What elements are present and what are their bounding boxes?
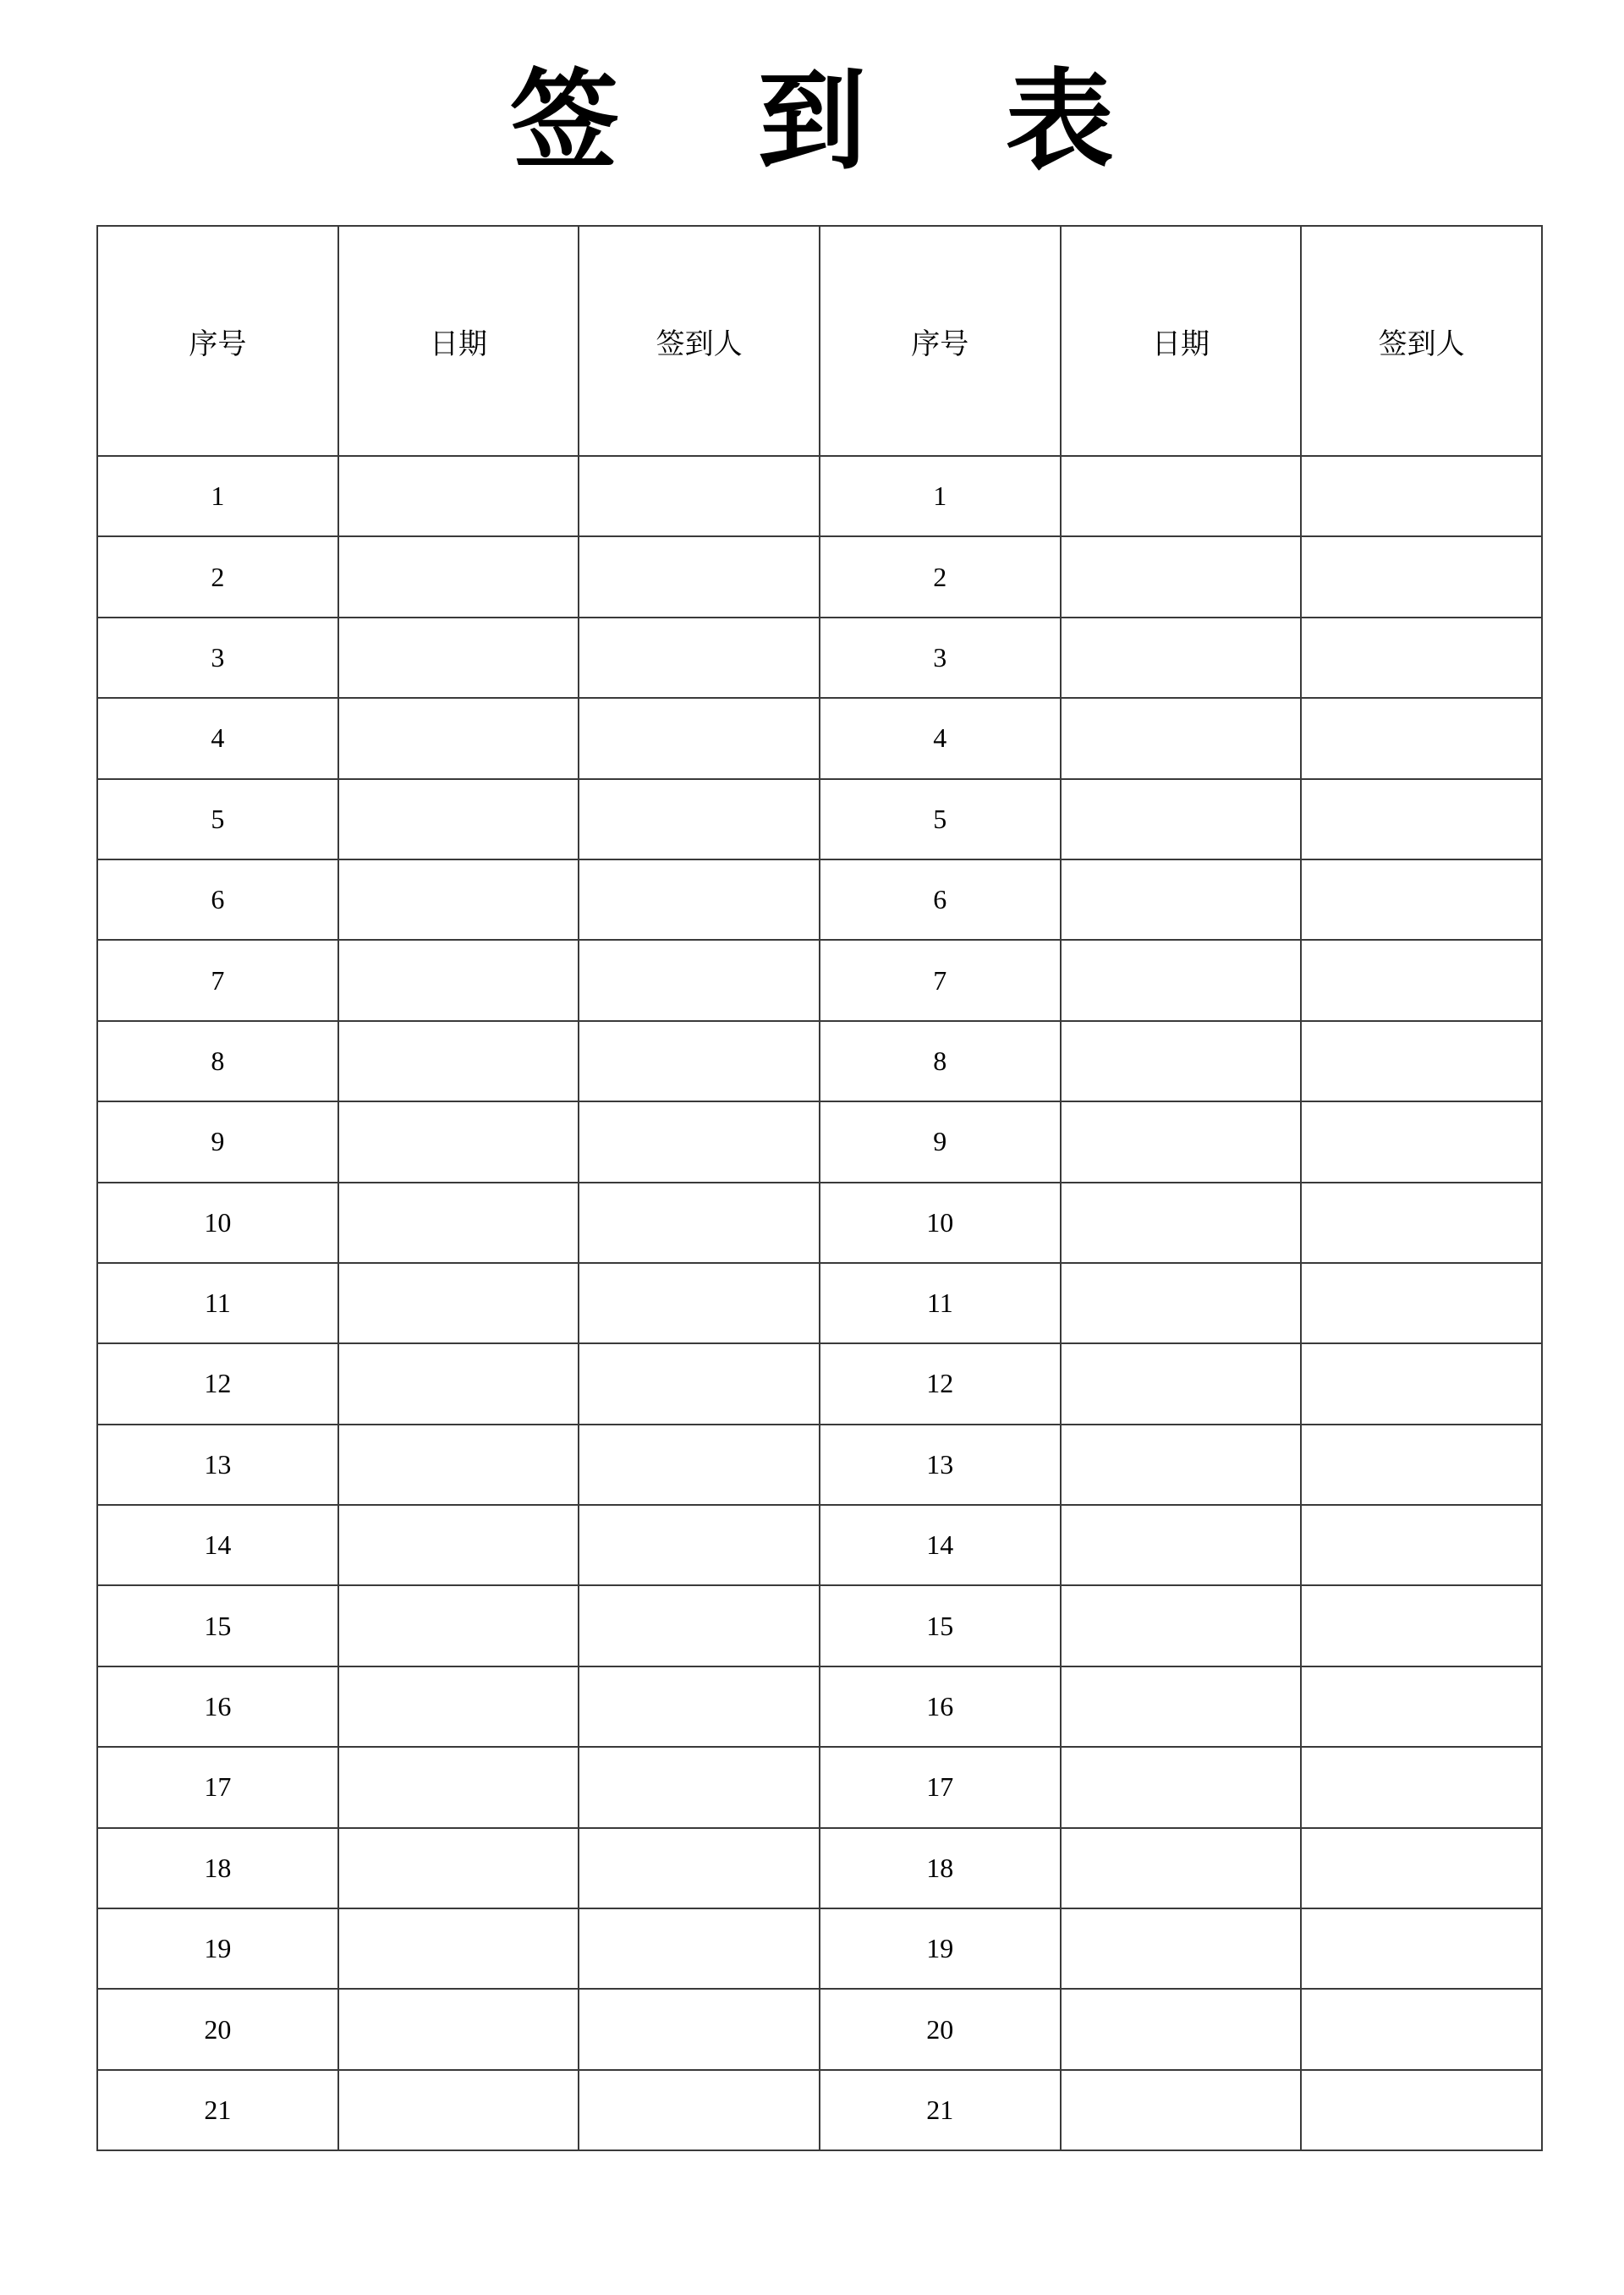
serial-cell-left: 18 — [97, 1828, 338, 1908]
serial-cell-right: 3 — [820, 618, 1061, 698]
signer-cell-left[interactable] — [579, 618, 820, 698]
date-cell-right[interactable] — [1061, 456, 1302, 536]
serial-cell-left: 20 — [97, 1989, 338, 2069]
table-row — [97, 1828, 1542, 1908]
serial-cell-right: 18 — [820, 1828, 1061, 1908]
date-cell-left[interactable] — [338, 1505, 579, 1585]
signer-cell-left[interactable] — [579, 1666, 820, 1747]
date-cell-left[interactable] — [338, 1101, 579, 1182]
signer-cell-left[interactable] — [579, 1101, 820, 1182]
serial-cell-left: 19 — [97, 1908, 338, 1989]
signer-cell-left[interactable] — [579, 2070, 820, 2150]
date-cell-right[interactable] — [1061, 618, 1302, 698]
serial-cell-right: 20 — [820, 1989, 1061, 2069]
date-cell-left[interactable] — [338, 1343, 579, 1424]
date-cell-right[interactable] — [1061, 1183, 1302, 1263]
table-row — [97, 2070, 1542, 2150]
signer-cell-right[interactable] — [1301, 1263, 1542, 1343]
date-cell-left[interactable] — [338, 2070, 579, 2150]
serial-cell-left: 2 — [97, 536, 338, 617]
signer-cell-right[interactable] — [1301, 2070, 1542, 2150]
header-date-left: 日期 — [338, 226, 579, 456]
signer-cell-right[interactable] — [1301, 536, 1542, 617]
date-cell-right[interactable] — [1061, 859, 1302, 940]
serial-cell-right: 11 — [820, 1263, 1061, 1343]
signer-cell-left[interactable] — [579, 1343, 820, 1424]
date-cell-left[interactable] — [338, 1747, 579, 1827]
signer-cell-right[interactable] — [1301, 1828, 1542, 1908]
serial-cell-right: 2 — [820, 536, 1061, 617]
serial-cell-left: 14 — [97, 1505, 338, 1585]
table-row — [97, 1425, 1542, 1505]
serial-cell-right: 17 — [820, 1747, 1061, 1827]
signer-cell-left[interactable] — [579, 1505, 820, 1585]
signer-cell-right[interactable] — [1301, 1908, 1542, 1989]
date-cell-right[interactable] — [1061, 2070, 1302, 2150]
serial-cell-right: 12 — [820, 1343, 1061, 1424]
serial-cell-left: 1 — [97, 456, 338, 536]
table-row — [97, 779, 1542, 859]
signer-cell-left[interactable] — [579, 779, 820, 859]
serial-cell-right: 21 — [820, 2070, 1061, 2150]
signer-cell-left[interactable] — [579, 1828, 820, 1908]
date-cell-left[interactable] — [338, 1908, 579, 1989]
serial-cell-left: 5 — [97, 779, 338, 859]
date-cell-left[interactable] — [338, 1021, 579, 1101]
date-cell-right[interactable] — [1061, 1666, 1302, 1747]
signer-cell-right[interactable] — [1301, 859, 1542, 940]
date-cell-left[interactable] — [338, 536, 579, 617]
header-date-right: 日期 — [1061, 226, 1302, 456]
table-row — [97, 1585, 1542, 1666]
sign-in-table — [96, 225, 1543, 2151]
serial-cell-right: 7 — [820, 940, 1061, 1020]
serial-cell-right: 15 — [820, 1585, 1061, 1666]
signer-cell-left[interactable] — [579, 456, 820, 536]
date-cell-right[interactable] — [1061, 779, 1302, 859]
table-header-row — [97, 226, 1542, 456]
signer-cell-right[interactable] — [1301, 1747, 1542, 1827]
page-title: 签 到 表 — [510, 58, 1165, 184]
signer-cell-left[interactable] — [579, 1263, 820, 1343]
signer-cell-left[interactable] — [579, 940, 820, 1020]
date-cell-right[interactable] — [1061, 1585, 1302, 1666]
serial-cell-right: 6 — [820, 859, 1061, 940]
signer-cell-right[interactable] — [1301, 1101, 1542, 1182]
signer-cell-right[interactable] — [1301, 1425, 1542, 1505]
table-row — [97, 456, 1542, 536]
header-signer-left: 签到人 — [579, 226, 820, 456]
date-cell-right[interactable] — [1061, 1343, 1302, 1424]
date-cell-right[interactable] — [1061, 1101, 1302, 1182]
date-cell-right[interactable] — [1061, 1505, 1302, 1585]
serial-cell-left: 16 — [97, 1666, 338, 1747]
table-row — [97, 1666, 1542, 1747]
signer-cell-right[interactable] — [1301, 940, 1542, 1020]
signer-cell-left[interactable] — [579, 1585, 820, 1666]
header-serial-right: 序号 — [820, 226, 1061, 456]
signer-cell-left[interactable] — [579, 1747, 820, 1827]
serial-cell-left: 3 — [97, 618, 338, 698]
serial-cell-left: 9 — [97, 1101, 338, 1182]
table-row — [97, 1183, 1542, 1263]
date-cell-right[interactable] — [1061, 1828, 1302, 1908]
serial-cell-right: 10 — [820, 1183, 1061, 1263]
serial-cell-right: 5 — [820, 779, 1061, 859]
signer-cell-right[interactable] — [1301, 1585, 1542, 1666]
table-row — [97, 618, 1542, 698]
table-row — [97, 1021, 1542, 1101]
table-row — [97, 536, 1542, 617]
date-cell-left[interactable] — [338, 698, 579, 778]
serial-cell-left: 7 — [97, 940, 338, 1020]
serial-cell-left: 21 — [97, 2070, 338, 2150]
signer-cell-left[interactable] — [579, 536, 820, 617]
date-cell-left[interactable] — [338, 1263, 579, 1343]
serial-cell-right: 16 — [820, 1666, 1061, 1747]
table-row — [97, 1263, 1542, 1343]
serial-cell-right: 4 — [820, 698, 1061, 778]
table-row — [97, 1101, 1542, 1182]
date-cell-left[interactable] — [338, 1666, 579, 1747]
date-cell-left[interactable] — [338, 618, 579, 698]
date-cell-left[interactable] — [338, 1425, 579, 1505]
signer-cell-left[interactable] — [579, 1021, 820, 1101]
serial-cell-left: 11 — [97, 1263, 338, 1343]
date-cell-right[interactable] — [1061, 940, 1302, 1020]
signer-cell-right[interactable] — [1301, 1183, 1542, 1263]
signer-cell-right[interactable] — [1301, 1021, 1542, 1101]
table-row — [97, 698, 1542, 778]
signer-cell-right[interactable] — [1301, 779, 1542, 859]
table-row — [97, 859, 1542, 940]
serial-cell-left: 10 — [97, 1183, 338, 1263]
signer-cell-right[interactable] — [1301, 1505, 1542, 1585]
serial-cell-left: 15 — [97, 1585, 338, 1666]
serial-cell-left: 4 — [97, 698, 338, 778]
date-cell-left[interactable] — [338, 940, 579, 1020]
serial-cell-left: 17 — [97, 1747, 338, 1827]
serial-cell-left: 8 — [97, 1021, 338, 1101]
date-cell-left[interactable] — [338, 1585, 579, 1666]
signer-cell-right[interactable] — [1301, 1989, 1542, 2069]
table-row — [97, 1747, 1542, 1827]
header-serial-left: 序号 — [97, 226, 338, 456]
signer-cell-left[interactable] — [579, 1908, 820, 1989]
date-cell-left[interactable] — [338, 1828, 579, 1908]
signer-cell-right[interactable] — [1301, 618, 1542, 698]
date-cell-right[interactable] — [1061, 536, 1302, 617]
table-row — [97, 1343, 1542, 1424]
date-cell-right[interactable] — [1061, 1425, 1302, 1505]
signer-cell-left[interactable] — [579, 859, 820, 940]
serial-cell-right: 19 — [820, 1908, 1061, 1989]
signer-cell-right[interactable] — [1301, 1343, 1542, 1424]
date-cell-right[interactable] — [1061, 1747, 1302, 1827]
signer-cell-right[interactable] — [1301, 1666, 1542, 1747]
table-row — [97, 1989, 1542, 2069]
table-row — [97, 1908, 1542, 1989]
serial-cell-right: 1 — [820, 456, 1061, 536]
date-cell-left[interactable] — [338, 859, 579, 940]
date-cell-right[interactable] — [1061, 1989, 1302, 2069]
date-cell-right[interactable] — [1061, 1908, 1302, 1989]
date-cell-right[interactable] — [1061, 1263, 1302, 1343]
signer-cell-right[interactable] — [1301, 456, 1542, 536]
date-cell-left[interactable] — [338, 1989, 579, 2069]
date-cell-right[interactable] — [1061, 698, 1302, 778]
signer-cell-right[interactable] — [1301, 698, 1542, 778]
serial-cell-right: 13 — [820, 1425, 1061, 1505]
date-cell-left[interactable] — [338, 779, 579, 859]
signer-cell-left[interactable] — [579, 1425, 820, 1505]
serial-cell-right: 8 — [820, 1021, 1061, 1101]
table-row — [97, 1505, 1542, 1585]
table-row — [97, 940, 1542, 1020]
date-cell-right[interactable] — [1061, 1021, 1302, 1101]
date-cell-left[interactable] — [338, 456, 579, 536]
signer-cell-left[interactable] — [579, 1989, 820, 2069]
serial-cell-right: 14 — [820, 1505, 1061, 1585]
serial-cell-left: 13 — [97, 1425, 338, 1505]
signer-cell-left[interactable] — [579, 698, 820, 778]
serial-cell-left: 12 — [97, 1343, 338, 1424]
serial-cell-left: 6 — [97, 859, 338, 940]
signer-cell-left[interactable] — [579, 1183, 820, 1263]
serial-cell-right: 9 — [820, 1101, 1061, 1182]
header-signer-right: 签到人 — [1301, 226, 1542, 456]
date-cell-left[interactable] — [338, 1183, 579, 1263]
